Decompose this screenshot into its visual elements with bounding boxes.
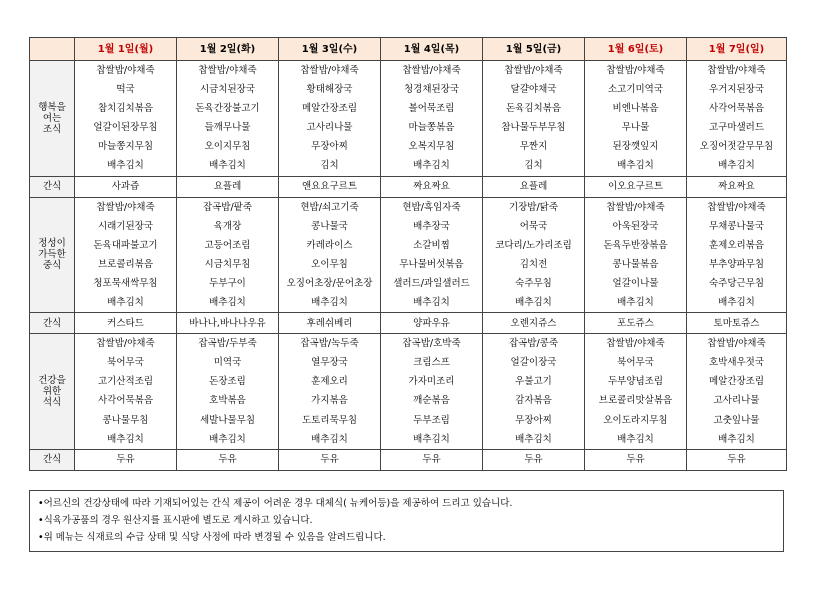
snack-cell: 두유: [483, 449, 585, 470]
menu-item: 찹쌀밥/야채죽: [300, 65, 359, 76]
menu-item: 찹쌀밥/야채죽: [707, 201, 766, 213]
menu-item: 사각어묵볶음: [708, 103, 765, 115]
day-header: 1월 6일(토): [585, 38, 687, 61]
menu-item: 두부구이: [209, 277, 246, 289]
breakfast-cell: [381, 61, 483, 177]
snack-cell: 요플레: [177, 176, 279, 197]
menu-item: 비엔나볶음: [612, 103, 659, 115]
menu-item: 어묵국: [519, 220, 548, 232]
menu-item: 배추김치: [209, 297, 246, 309]
menu-item: 배추김치: [718, 433, 755, 445]
menu-item: 김치: [320, 160, 339, 172]
menu-item: 사각어묵볶음: [97, 395, 154, 407]
menu-item: 배추김치: [617, 433, 654, 445]
menu-item: 두부양념조림: [607, 376, 664, 388]
menu-item: 찹쌀밥/야채죽: [504, 65, 563, 76]
snack-label: 간식: [30, 176, 75, 197]
snack-cell: 두유: [585, 449, 687, 470]
menu-item: 배추김치: [107, 297, 144, 309]
menu-item: 배추김치: [413, 297, 450, 309]
menu-item: 고구마샐러드: [708, 122, 765, 134]
lunch-cell: [483, 197, 585, 313]
menu-item: 고사리나물: [713, 395, 760, 407]
snack-row: [30, 449, 787, 470]
snack-label: 간식: [30, 449, 75, 470]
menu-item: 배추김치: [515, 297, 552, 309]
menu-item: 찹쌀밥/야채죽: [606, 338, 665, 350]
menu-item: 호박새우젓국: [708, 357, 765, 369]
menu-item: 코다리/노가리조림: [495, 239, 572, 251]
menu-item: 배추김치: [311, 433, 348, 445]
menu-item: 김치: [524, 160, 543, 172]
menu-item: 깨순볶음: [413, 395, 450, 407]
menu-item: 찹쌀밥/야채죽: [96, 338, 155, 350]
menu-item: 오이도라지무침: [603, 414, 668, 426]
menu-item: 브로콜리볶음: [97, 258, 154, 270]
menu-item: 잡곡밥/녹두죽: [300, 338, 359, 350]
menu-item: 찹쌀밥/야채죽: [606, 201, 665, 213]
menu-item: 오복지무침: [408, 141, 455, 153]
menu-item: 찹쌀밥/야채죽: [606, 65, 665, 76]
snack-label: 간식: [30, 313, 75, 334]
header-corner-cell: [30, 38, 75, 61]
menu-item: 열무장국: [311, 357, 348, 369]
breakfast-cell: [687, 61, 787, 177]
snack-cell: 짜요짜요: [381, 176, 483, 197]
menu-item: 메알간장조림: [708, 376, 765, 388]
menu-item: 북어무국: [617, 357, 654, 369]
menu-item: 잡곡밥/두부죽: [198, 338, 257, 350]
menu-item: 참치김치볶음: [97, 103, 154, 115]
snack-row: [30, 313, 787, 334]
dinner-label: 건강을 위한 석식: [30, 334, 75, 450]
menu-item: 찹쌀밥/야채죽: [402, 65, 461, 76]
menu-item: 무장아찌: [311, 141, 348, 153]
menu-item: 육개장: [213, 220, 242, 232]
menu-item: 잡곡밥/호박죽: [402, 338, 461, 350]
snack-cell: 사과즙: [75, 176, 177, 197]
dinner-cell: [687, 334, 787, 450]
snack-cell: 요플레: [483, 176, 585, 197]
menu-item: 두부조림: [413, 414, 450, 426]
menu-item: 무나물버섯볶음: [399, 258, 464, 270]
menu-item: 오징어초장/문어초장: [286, 277, 373, 289]
menu-item: 배추김치: [311, 297, 348, 309]
snack-cell: 두유: [279, 449, 381, 470]
day-header: 1월 1일(월): [75, 38, 177, 61]
menu-item: 오이지무침: [204, 141, 251, 153]
menu-item: 북어무국: [107, 357, 144, 369]
menu-item: 무짠지: [519, 141, 548, 153]
menu-item: 돈육김치볶음: [505, 103, 562, 115]
menu-item: 배추김치: [107, 433, 144, 445]
menu-item: 돈육두반장볶음: [603, 239, 668, 251]
dinner-cell: [381, 334, 483, 450]
snack-cell: 두유: [75, 449, 177, 470]
menu-item: 고등어조림: [204, 239, 251, 251]
day-header: 1월 3일(수): [279, 38, 381, 61]
header-row: [30, 38, 787, 61]
menu-item: 황태해장국: [306, 84, 353, 96]
menu-item: 우불고기: [515, 376, 552, 388]
menu-item: 마늘쫑볶음: [408, 122, 455, 134]
snack-cell: 양파우유: [381, 313, 483, 334]
lunch-cell: [75, 197, 177, 313]
note-line: •식육가공품의 경우 원산지를 표시판에 별도로 게시하고 있습니다.: [38, 515, 313, 526]
menu-item: 브로콜리맛살볶음: [598, 395, 673, 407]
menu-item: 찹쌀밥/야채죽: [96, 65, 155, 76]
snack-cell: 후레쉬베리: [279, 313, 381, 334]
menu-item: 배추김치: [107, 160, 144, 172]
breakfast-cell: [585, 61, 687, 177]
menu-item: 아욱된장국: [612, 220, 659, 232]
menu-item: 배추김치: [209, 433, 246, 445]
menu-item: 찹쌀밥/야채죽: [707, 65, 766, 76]
menu-item: 훈제오리볶음: [708, 239, 765, 251]
day-header: 1월 5일(금): [483, 38, 585, 61]
menu-item: 호박볶음: [209, 395, 246, 407]
note-line: •위 메뉴는 식재료의 수급 상태 및 식당 사정에 따라 변경될 수 있음을 알려드립니다.: [38, 532, 386, 543]
menu-item: 찹쌀밥/야채죽: [96, 201, 155, 213]
menu-item: 콩나물국: [311, 220, 348, 232]
menu-item: 고춧잎나물: [713, 414, 760, 426]
lunch-cell: [381, 197, 483, 313]
snack-cell: 토마토쥬스: [687, 313, 787, 334]
day-header: 1월 7일(일): [687, 38, 787, 61]
menu-item: 볼어묵조림: [408, 103, 455, 115]
menu-item: 청경채된장국: [403, 84, 460, 96]
menu-item: 된장깻잎지: [612, 141, 659, 153]
menu-item: 부추양파무침: [708, 258, 765, 270]
menu-item: 오이무침: [311, 258, 348, 270]
menu-item: 훈제오리: [311, 376, 348, 388]
snack-cell: 두유: [381, 449, 483, 470]
menu-item: 메알간장조림: [301, 103, 358, 115]
menu-item: 고사리나물: [306, 122, 353, 134]
snack-cell: 바나나,바나나우유: [177, 313, 279, 334]
snack-row: [30, 176, 787, 197]
menu-item: 얼갈이나물: [612, 277, 659, 289]
snack-cell: 짜요짜요: [687, 176, 787, 197]
lunch-label: 정성이 가득한 중식: [30, 197, 75, 313]
menu-item: 배추김치: [718, 160, 755, 172]
breakfast-cell: [279, 61, 381, 177]
menu-item: 카레라이스: [306, 239, 353, 251]
dinner-row: [30, 334, 787, 450]
menu-item: 얼갈이장국: [510, 357, 557, 369]
menu-item: 들깨무나물: [204, 122, 251, 134]
snack-cell: 오렌지쥬스: [483, 313, 585, 334]
day-header: 1월 2일(화): [177, 38, 279, 61]
menu-item: 시래기된장국: [97, 220, 154, 232]
lunch-cell: [585, 197, 687, 313]
dinner-cell: [279, 334, 381, 450]
menu-item: 세발나물무침: [199, 414, 256, 426]
menu-item: 얼갈이된장무침: [93, 122, 158, 134]
breakfast-cell: [177, 61, 279, 177]
breakfast-cell: [483, 61, 585, 177]
menu-item: 김치전: [519, 258, 548, 270]
menu-item: 소갈비찜: [413, 239, 450, 251]
menu-item: 무채콩나물국: [708, 220, 765, 232]
menu-item: 배추김치: [413, 160, 450, 172]
menu-item: 우거지된장국: [708, 84, 765, 96]
menu-item: 시금치무침: [204, 258, 251, 270]
menu-item: 미역국: [213, 357, 242, 369]
breakfast-row: [30, 61, 787, 177]
menu-item: 찹쌀밥/야채죽: [198, 65, 257, 76]
menu-item: 숙주당근무침: [708, 277, 765, 289]
lunch-cell: [279, 197, 381, 313]
day-header: 1월 4일(목): [381, 38, 483, 61]
lunch-cell: [687, 197, 787, 313]
note-line: •어르신의 건강상태에 따라 기재되어있는 간식 제공이 어려운 경우 대체식( 뉴케어등)을 제공하여 드리고 있습니다.: [38, 498, 513, 509]
menu-item: 돈장조림: [209, 376, 246, 388]
lunch-row: [30, 197, 787, 313]
snack-cell: 앤요요구르트: [279, 176, 381, 197]
snack-cell: 이오요구르트: [585, 176, 687, 197]
menu-item: 배추김치: [617, 297, 654, 309]
breakfast-cell: [75, 61, 177, 177]
menu-item: 현밥/흑임자죽: [402, 201, 461, 213]
menu-item: 시금치된장국: [199, 84, 256, 96]
menu-item: 콩나물볶음: [612, 258, 659, 270]
menu-item: 배추김치: [515, 433, 552, 445]
menu-item: 청포묵새싹무침: [93, 277, 158, 289]
menu-item: 배추김치: [718, 297, 755, 309]
menu-item: 떡국: [116, 84, 135, 96]
dinner-cell: [75, 334, 177, 450]
menu-item: 돈육대파불고기: [93, 239, 158, 251]
menu-item: 소고기미역국: [607, 84, 664, 96]
menu-item: 고기산적조림: [97, 376, 154, 388]
breakfast-label: 행복을 여는 조식: [30, 61, 75, 177]
menu-item: 숙주무침: [515, 277, 552, 289]
menu-item: 배추김치: [413, 433, 450, 445]
dinner-cell: [585, 334, 687, 450]
menu-item: 감자볶음: [515, 395, 552, 407]
menu-item: 배추김치: [617, 160, 654, 172]
snack-cell: 커스타드: [75, 313, 177, 334]
weekly-menu-table: [29, 37, 787, 471]
menu-item: 크림스프: [413, 357, 450, 369]
menu-item: 참나물두부무침: [501, 122, 566, 134]
menu-item: 무장아찌: [515, 414, 552, 426]
menu-item: 돈육간장불고기: [195, 103, 260, 115]
lunch-cell: [177, 197, 279, 313]
menu-item: 잡곡밥/콩죽: [508, 338, 559, 350]
menu-item: 잡곡밥/팥죽: [202, 201, 253, 213]
snack-cell: 두유: [177, 449, 279, 470]
notes-box: [29, 490, 784, 552]
menu-item: 콩나물무침: [102, 414, 149, 426]
menu-item: 마늘쫑지무침: [97, 141, 154, 153]
menu-item: 오징어젓갈무무침: [699, 141, 774, 153]
menu-item: 배추장국: [413, 220, 450, 232]
menu-item: 샐러드/과일샐러드: [393, 277, 470, 289]
menu-item: 도토리묵무침: [301, 414, 358, 426]
menu-item: 배추김치: [209, 160, 246, 172]
menu-item: 찹쌀밥/야채죽: [707, 338, 766, 350]
snack-cell: 두유: [687, 449, 787, 470]
menu-item: 현밥/쇠고기죽: [300, 201, 359, 213]
menu-item: 달걀야채국: [510, 84, 557, 96]
menu-item: 가지볶음: [311, 395, 348, 407]
dinner-cell: [177, 334, 279, 450]
menu-item: 무나물: [621, 122, 650, 134]
dinner-cell: [483, 334, 585, 450]
menu-item: 가자미조리: [408, 376, 455, 388]
snack-cell: 포도쥬스: [585, 313, 687, 334]
menu-item: 기장밥/닭죽: [508, 201, 559, 213]
